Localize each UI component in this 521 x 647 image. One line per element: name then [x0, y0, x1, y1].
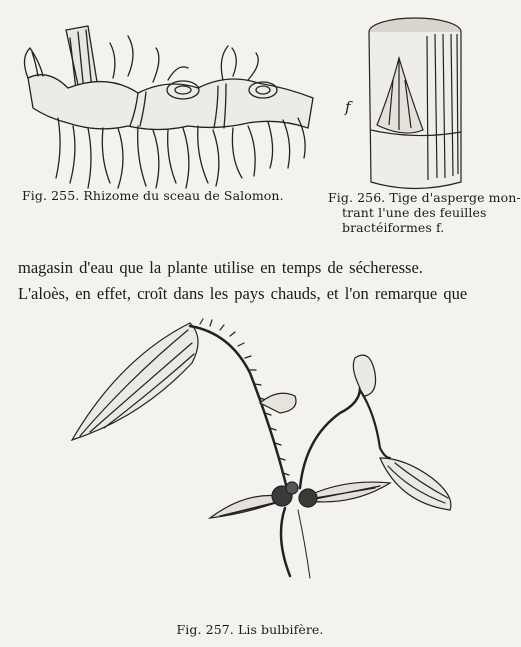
fig256-asparagus-stem-illustration	[365, 10, 475, 195]
fig256-label-f: f	[345, 98, 351, 116]
fig256-caption-line2: trant l'une des feuilles	[342, 205, 487, 220]
fig256-caption-line1: Fig. 256. Tige d'asperge mon-	[328, 190, 521, 205]
fig256-caption-line3: bractéiformes f.	[342, 220, 445, 235]
fig256-caption	[328, 190, 521, 235]
fig257-lily-illustration	[60, 318, 480, 588]
fig255-caption: Fig. 255. Rhizome du sceau de Salomon.	[22, 188, 284, 203]
body-text-line-1: magasin d'eau que la plante utilise en temps de sécheresse.	[18, 258, 423, 277]
fig257-caption: Fig. 257. Lis bulbifère.	[176, 622, 324, 637]
fig255-rhizome-illustration	[18, 18, 328, 193]
body-text-line-2: L'aloès, en effet, croît dans les pays chauds, et l'on remarque que	[18, 284, 468, 303]
